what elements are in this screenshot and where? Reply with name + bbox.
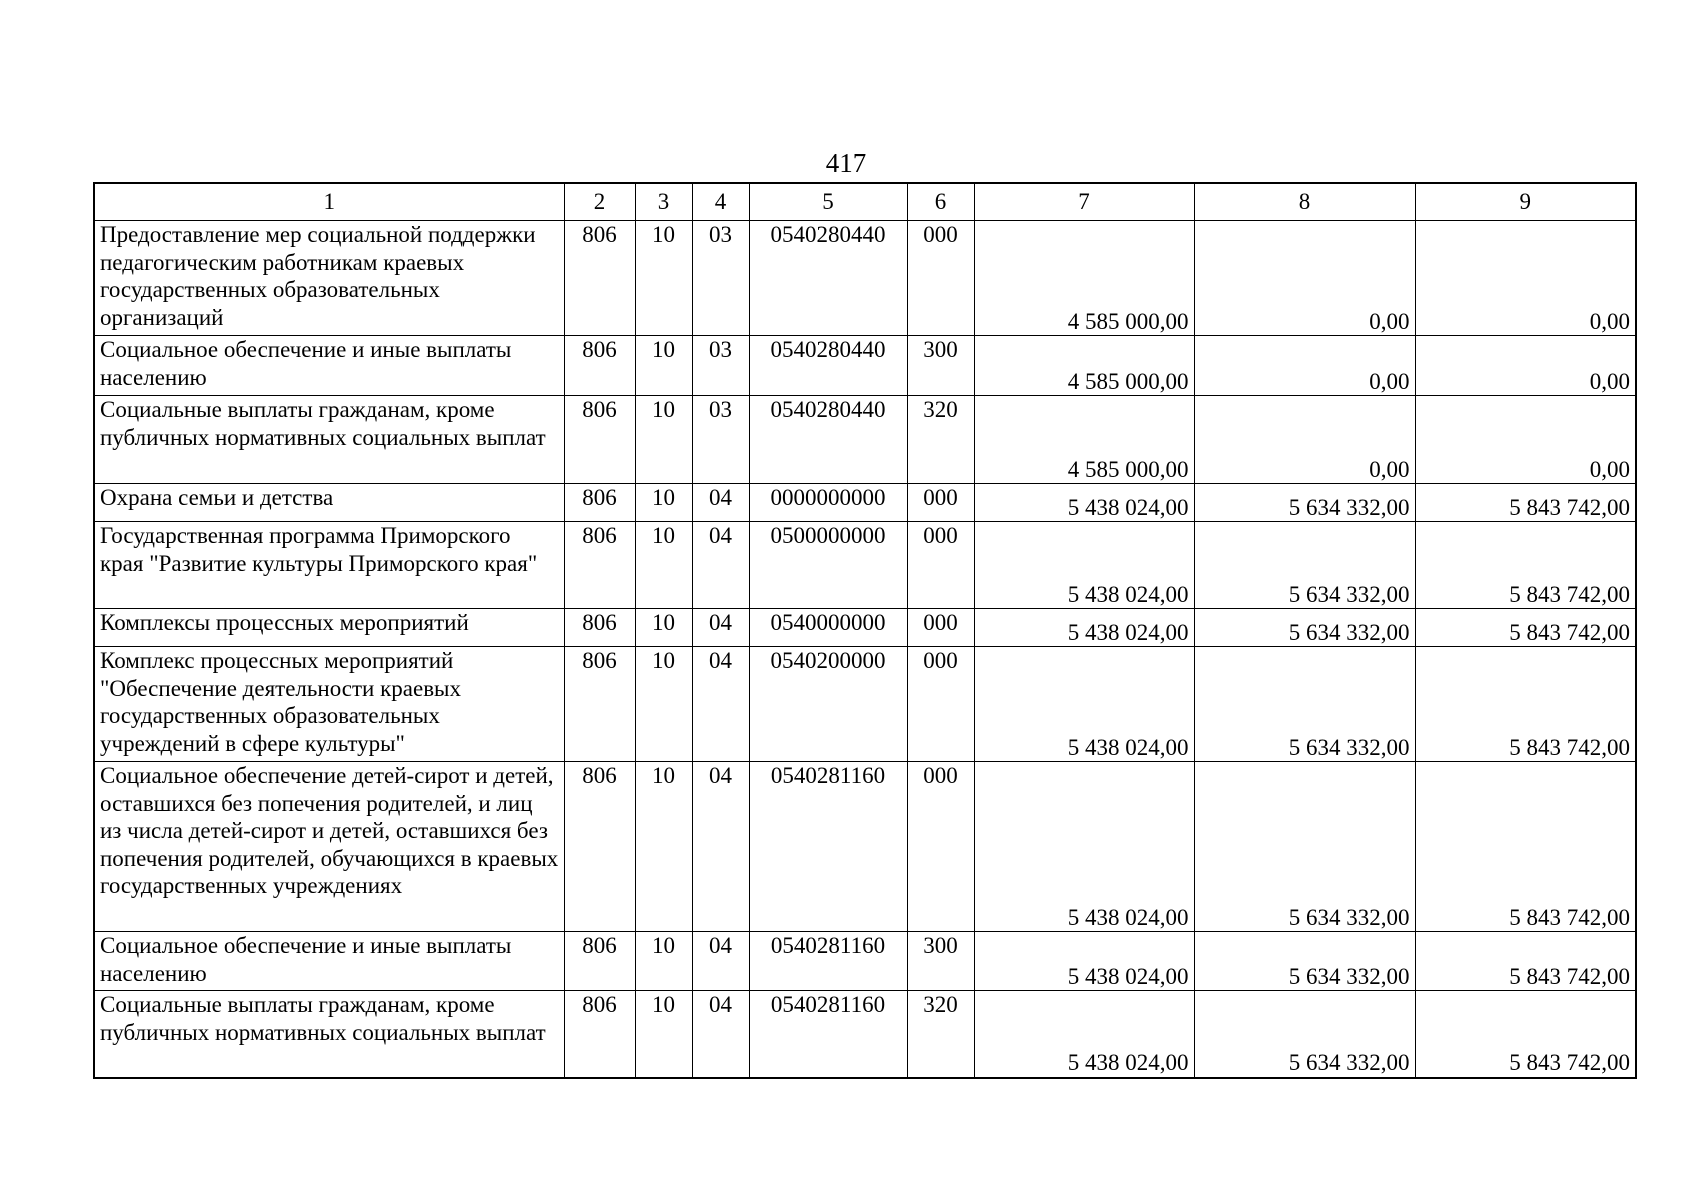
expense-type-code: 000	[907, 609, 974, 647]
target-article-code: 0540200000	[749, 647, 907, 762]
amount-col7: 5 438 024,00	[974, 762, 1194, 932]
section-code: 10	[635, 647, 692, 762]
section-code: 10	[635, 522, 692, 609]
expense-name: Социальное обеспечение и иные выплаты населению	[94, 336, 564, 396]
expense-name: Социальное обеспечение и иные выплаты населению	[94, 932, 564, 991]
section-code: 10	[635, 991, 692, 1078]
table-row	[94, 991, 1636, 1078]
table-row	[94, 932, 1636, 991]
amount-col7: 4 585 000,00	[974, 221, 1194, 336]
ministry-code: 806	[564, 647, 635, 762]
table-row	[94, 221, 1636, 336]
column-header: 4	[692, 183, 749, 221]
amount-col7: 5 438 024,00	[974, 484, 1194, 522]
target-article-code: 0000000000	[749, 484, 907, 522]
subsection-code: 04	[692, 609, 749, 647]
expense-name: Предоставление мер социальной поддержки педагогическим работникам краевых государственных образовательных организаций	[94, 221, 564, 336]
column-header: 5	[749, 183, 907, 221]
column-header: 2	[564, 183, 635, 221]
ministry-code: 806	[564, 762, 635, 932]
expense-type-code: 000	[907, 484, 974, 522]
ministry-code: 806	[564, 336, 635, 396]
expense-type-code: 000	[907, 647, 974, 762]
expense-type-code: 000	[907, 221, 974, 336]
expense-name: Социальное обеспечение детей-сирот и детей, оставшихся без попечения родителей, и лиц из числа детей-сирот и детей, оставшихся без попечения родителей, обучающихся в краевых государственных учреждениях	[94, 762, 564, 932]
amount-col8: 0,00	[1194, 336, 1415, 396]
amount-col8: 5 634 332,00	[1194, 522, 1415, 609]
amount-col8: 5 634 332,00	[1194, 609, 1415, 647]
subsection-code: 04	[692, 522, 749, 609]
amount-col9: 5 843 742,00	[1415, 647, 1636, 762]
table-row	[94, 522, 1636, 609]
amount-col7: 5 438 024,00	[974, 647, 1194, 762]
section-code: 10	[635, 396, 692, 484]
expense-type-code: 320	[907, 396, 974, 484]
budget-table	[93, 182, 1637, 1079]
table-row	[94, 336, 1636, 396]
ministry-code: 806	[564, 396, 635, 484]
amount-col8: 0,00	[1194, 396, 1415, 484]
column-header: 8	[1194, 183, 1415, 221]
expense-name: Государственная программа Приморского края "Развитие культуры Приморского края"	[94, 522, 564, 609]
amount-col9: 5 843 742,00	[1415, 762, 1636, 932]
subsection-code: 04	[692, 762, 749, 932]
amount-col8: 0,00	[1194, 221, 1415, 336]
subsection-code: 04	[692, 484, 749, 522]
ministry-code: 806	[564, 484, 635, 522]
amount-col9: 0,00	[1415, 396, 1636, 484]
amount-col9: 0,00	[1415, 221, 1636, 336]
column-header: 7	[974, 183, 1194, 221]
column-header: 9	[1415, 183, 1636, 221]
ministry-code: 806	[564, 609, 635, 647]
subsection-code: 03	[692, 396, 749, 484]
target-article-code: 0540281160	[749, 991, 907, 1078]
table-row	[94, 396, 1636, 484]
subsection-code: 04	[692, 647, 749, 762]
expense-name: Социальные выплаты гражданам, кроме публичных нормативных социальных выплат	[94, 991, 564, 1078]
target-article-code: 0540281160	[749, 762, 907, 932]
column-number-header-row	[94, 183, 1636, 221]
amount-col7: 5 438 024,00	[974, 932, 1194, 991]
amount-col8: 5 634 332,00	[1194, 647, 1415, 762]
amount-col8: 5 634 332,00	[1194, 991, 1415, 1078]
target-article-code: 0540280440	[749, 221, 907, 336]
section-code: 10	[635, 336, 692, 396]
section-code: 10	[635, 484, 692, 522]
table-row	[94, 647, 1636, 762]
amount-col8: 5 634 332,00	[1194, 484, 1415, 522]
amount-col7: 5 438 024,00	[974, 609, 1194, 647]
target-article-code: 0540280440	[749, 396, 907, 484]
ministry-code: 806	[564, 932, 635, 991]
amount-col9: 5 843 742,00	[1415, 932, 1636, 991]
amount-col7: 4 585 000,00	[974, 396, 1194, 484]
target-article-code: 0540000000	[749, 609, 907, 647]
expense-type-code: 300	[907, 932, 974, 991]
section-code: 10	[635, 221, 692, 336]
amount-col9: 5 843 742,00	[1415, 991, 1636, 1078]
amount-col7: 5 438 024,00	[974, 991, 1194, 1078]
subsection-code: 04	[692, 932, 749, 991]
target-article-code: 0540280440	[749, 336, 907, 396]
amount-col9: 5 843 742,00	[1415, 522, 1636, 609]
ministry-code: 806	[564, 221, 635, 336]
column-header: 1	[94, 183, 564, 221]
column-header: 3	[635, 183, 692, 221]
expense-name: Социальные выплаты гражданам, кроме публичных нормативных социальных выплат	[94, 396, 564, 484]
expense-type-code: 000	[907, 522, 974, 609]
amount-col8: 5 634 332,00	[1194, 932, 1415, 991]
table-row	[94, 762, 1636, 932]
amount-col9: 0,00	[1415, 336, 1636, 396]
expense-name: Комплекс процессных мероприятий "Обеспечение деятельности краевых государственных образовательных учреждений в сфере культуры"	[94, 647, 564, 762]
amount-col8: 5 634 332,00	[1194, 762, 1415, 932]
subsection-code: 04	[692, 991, 749, 1078]
target-article-code: 0540281160	[749, 932, 907, 991]
expense-type-code: 320	[907, 991, 974, 1078]
section-code: 10	[635, 932, 692, 991]
section-code: 10	[635, 609, 692, 647]
amount-col9: 5 843 742,00	[1415, 609, 1636, 647]
expense-name: Комплексы процессных мероприятий	[94, 609, 564, 647]
table-row	[94, 609, 1636, 647]
amount-col9: 5 843 742,00	[1415, 484, 1636, 522]
section-code: 10	[635, 762, 692, 932]
subsection-code: 03	[692, 336, 749, 396]
subsection-code: 03	[692, 221, 749, 336]
ministry-code: 806	[564, 522, 635, 609]
expense-name: Охрана семьи и детства	[94, 484, 564, 522]
expense-type-code: 000	[907, 762, 974, 932]
amount-col7: 5 438 024,00	[974, 522, 1194, 609]
column-header: 6	[907, 183, 974, 221]
table-row	[94, 484, 1636, 522]
amount-col7: 4 585 000,00	[974, 336, 1194, 396]
target-article-code: 0500000000	[749, 522, 907, 609]
ministry-code: 806	[564, 991, 635, 1078]
expense-type-code: 300	[907, 336, 974, 396]
page-number: 417	[825, 148, 867, 178]
